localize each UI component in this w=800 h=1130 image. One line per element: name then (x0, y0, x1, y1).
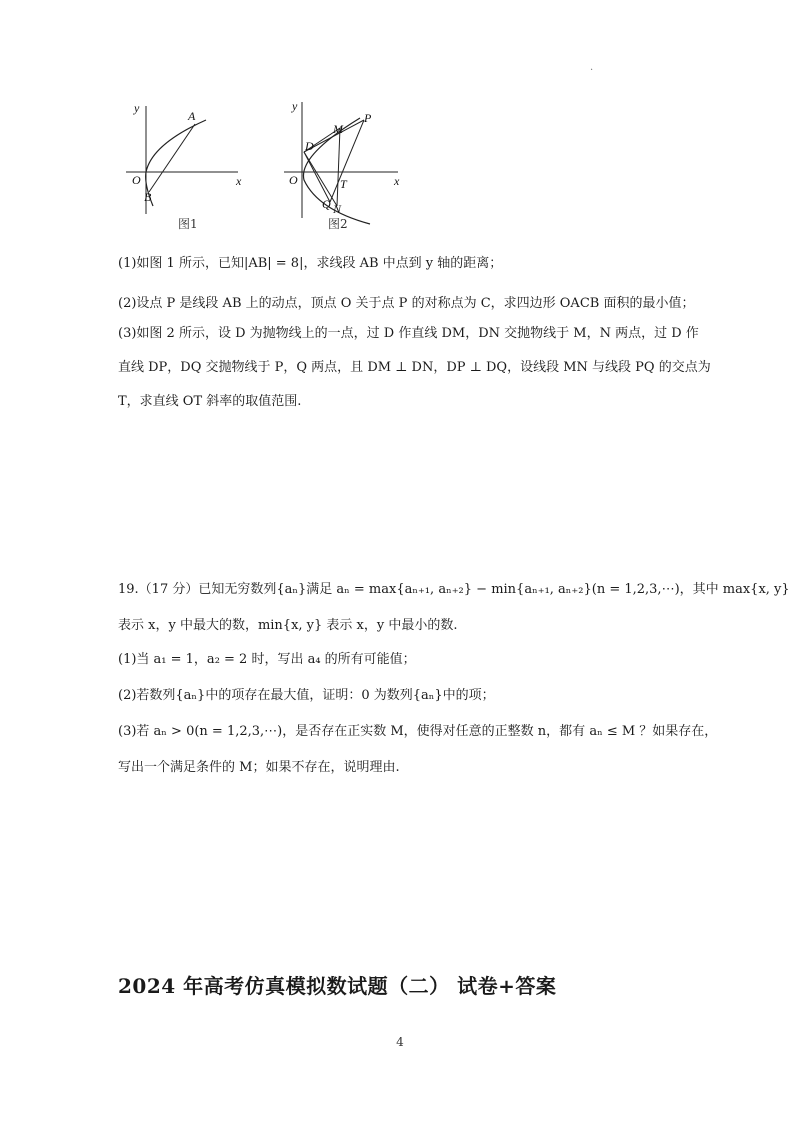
figures-area (118, 98, 418, 238)
p18-q3-line2: 直线 DP，DQ 交抛物线于 P，Q 两点，且 DM ⊥ DN，DP ⊥ DQ，设线段 MN 与线段 PQ 的交点为 (118, 360, 711, 375)
fig2-label-n: N (333, 202, 342, 216)
p18-q3-line1: (3)如图 2 所示，设 D 为抛物线上的一点，过 D 作直线 DM，DN 交抛物线于 M，N 两点，过 D 作 (118, 326, 699, 341)
fig2-label-o: O (289, 173, 298, 187)
p19-q3-line2: 写出一个满足条件的 M；如果不存在，说明理由. (118, 760, 400, 775)
fig2-line-dq (304, 152, 330, 202)
fig1-caption: 图1 (178, 217, 198, 231)
page-mark: . (590, 62, 594, 73)
problem-18-q1 (118, 254, 728, 274)
page-number: 4 (396, 1035, 404, 1049)
figure-1 (118, 98, 248, 238)
p19-line1: 19.（17 分）已知无穷数列{aₙ}满足 aₙ = max{aₙ₊₁, aₙ₊₂} − min{aₙ₊₁, aₙ₊₂}(n = 1,2,3,⋯)，其中 max{x, y} (118, 582, 790, 597)
fig1-label-b: B (144, 190, 152, 204)
figure-2 (280, 98, 410, 238)
fig1-label-a: A (188, 109, 196, 123)
fig2-label-x: x (394, 174, 400, 188)
p19-q2: (2)若数列{aₙ}中的项存在最大值，证明：0 为数列{aₙ}中的项； (118, 688, 495, 703)
fig1-label-y: y (134, 101, 140, 115)
problem-18-q2 (118, 294, 728, 314)
p18-q1-text: (1)如图 1 所示，已知|AB| = 8|，求线段 AB 中点到 y 轴的距离； (118, 256, 503, 271)
fig2-label-t: T (340, 177, 347, 191)
fig1-parabola (146, 120, 206, 206)
fig2-line-mn (337, 128, 340, 206)
fig2-label-q: Q (322, 197, 331, 211)
problem-18-q3 (118, 324, 728, 412)
problem-19 (118, 580, 790, 778)
p19-q3-line1: (3)若 aₙ > 0(n = 1,2,3,⋯)，是否存在正实数 M，使得对任意的正整数 n，都有 aₙ ≤ M ？如果存在， (118, 724, 718, 739)
fig2-caption: 图2 (328, 217, 348, 231)
fig2-label-y: y (292, 99, 298, 113)
fig1-label-o: O (132, 173, 141, 187)
p18-q3-line3: T，求直线 OT 斜率的取值范围. (118, 394, 302, 409)
p18-q2-text: (2)设点 P 是线段 AB 上的动点，顶点 O 关于点 P 的对称点为 C，求四边形 OACB 面积的最小值； (118, 296, 695, 311)
p19-q1: (1)当 a₁ = 1，a₂ = 2 时，写出 a₄ 的所有可能值； (118, 652, 416, 667)
fig2-label-d: D (305, 139, 314, 153)
footer-title: 2024 年高考仿真模拟数试题（二） 试卷+答案 (118, 974, 557, 998)
fig2-label-m: M (333, 122, 343, 136)
fig2-label-p: P (364, 111, 372, 125)
p19-line2: 表示 x，y 中最大的数，min{x, y} 表示 x，y 中最小的数. (118, 618, 458, 633)
fig1-chord-ab (149, 124, 195, 192)
fig1-label-x: x (236, 174, 242, 188)
